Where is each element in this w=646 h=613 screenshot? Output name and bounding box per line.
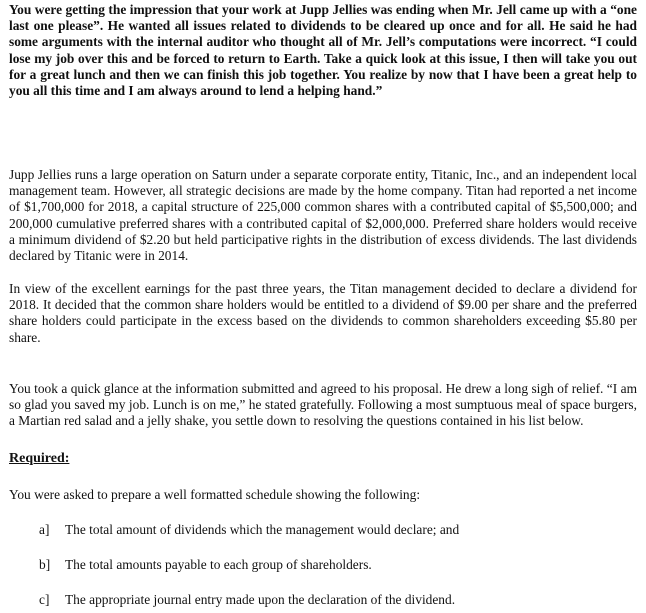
scenario-paragraph-lunch: You took a quick glance at the information submitted and agreed to his proposal. He drew a long sigh of relief. “I am so glad you saved my job. Lunch is on me,” he stated gratefully. Following a most sumptuous meal of space burgers, a Martian red salad and a jelly shake, you settle down to resolving the questions contained in his list below. [9, 381, 637, 429]
required-intro: You were asked to prepare a well formatted schedule showing the following: [9, 487, 421, 502]
requirement-text: The total amounts payable to each group of shareholders. [65, 557, 372, 572]
requirement-text: The total amount of dividends which the management would declare; and [65, 522, 460, 537]
requirement-item-b [39, 557, 372, 573]
scenario-paragraph-dividend-decision: In view of the excellent earnings for the past three years, the Titan management decided to declare a dividend for 2018. It decided that the common share holders would be entitled to a dividend of $9.00 per share and the preferred share holders could participate in the excess based on the dividends to common shareholders exceeding $5.80 per share. [9, 281, 637, 345]
scenario-paragraph-company: Jupp Jellies runs a large operation on Saturn under a separate corporate entity, Titanic, Inc., and an independent local management team. However, all strategic decisions are made by the home company. Titan had reported a net income of $1,700,000 for 2018, a capital structure of 225,000 common shares with a contributed capital of $5,500,000; and 200,000 cumulative preferred shares with a contributed capital of $2,000,000. Preferred share holders would receive a minimum dividend of $2.20 but held participative rights in the distribution of excess dividends. The last dividends declared by Titanic were in 2014. [9, 167, 637, 264]
requirement-letter: c] [39, 592, 50, 607]
requirement-text: The appropriate journal entry made upon the declaration of the dividend. [65, 592, 456, 607]
requirement-item-c [39, 592, 455, 608]
required-heading: Required: [9, 451, 70, 466]
requirement-letter: b] [39, 557, 51, 572]
scenario-paragraph-intro: You were getting the impression that your work at Jupp Jellies was ending when Mr. Jell came up with a “one last one please”. He wanted all issues related to dividends to be cleared up once and for all. He said he had some arguments with the internal auditor who thought all of Mr. Jell’s computations were incorrect. “I could lose my job over this and be forced to return to Earth. Take a quick look at this issue, I then will take you out for a great lunch and then we can finish this job together. You realize by now that I have been a great help to you all this time and I am always around to lend a helping hand.” [9, 2, 637, 99]
requirement-letter: a] [39, 522, 50, 537]
requirement-item-a [39, 522, 459, 538]
